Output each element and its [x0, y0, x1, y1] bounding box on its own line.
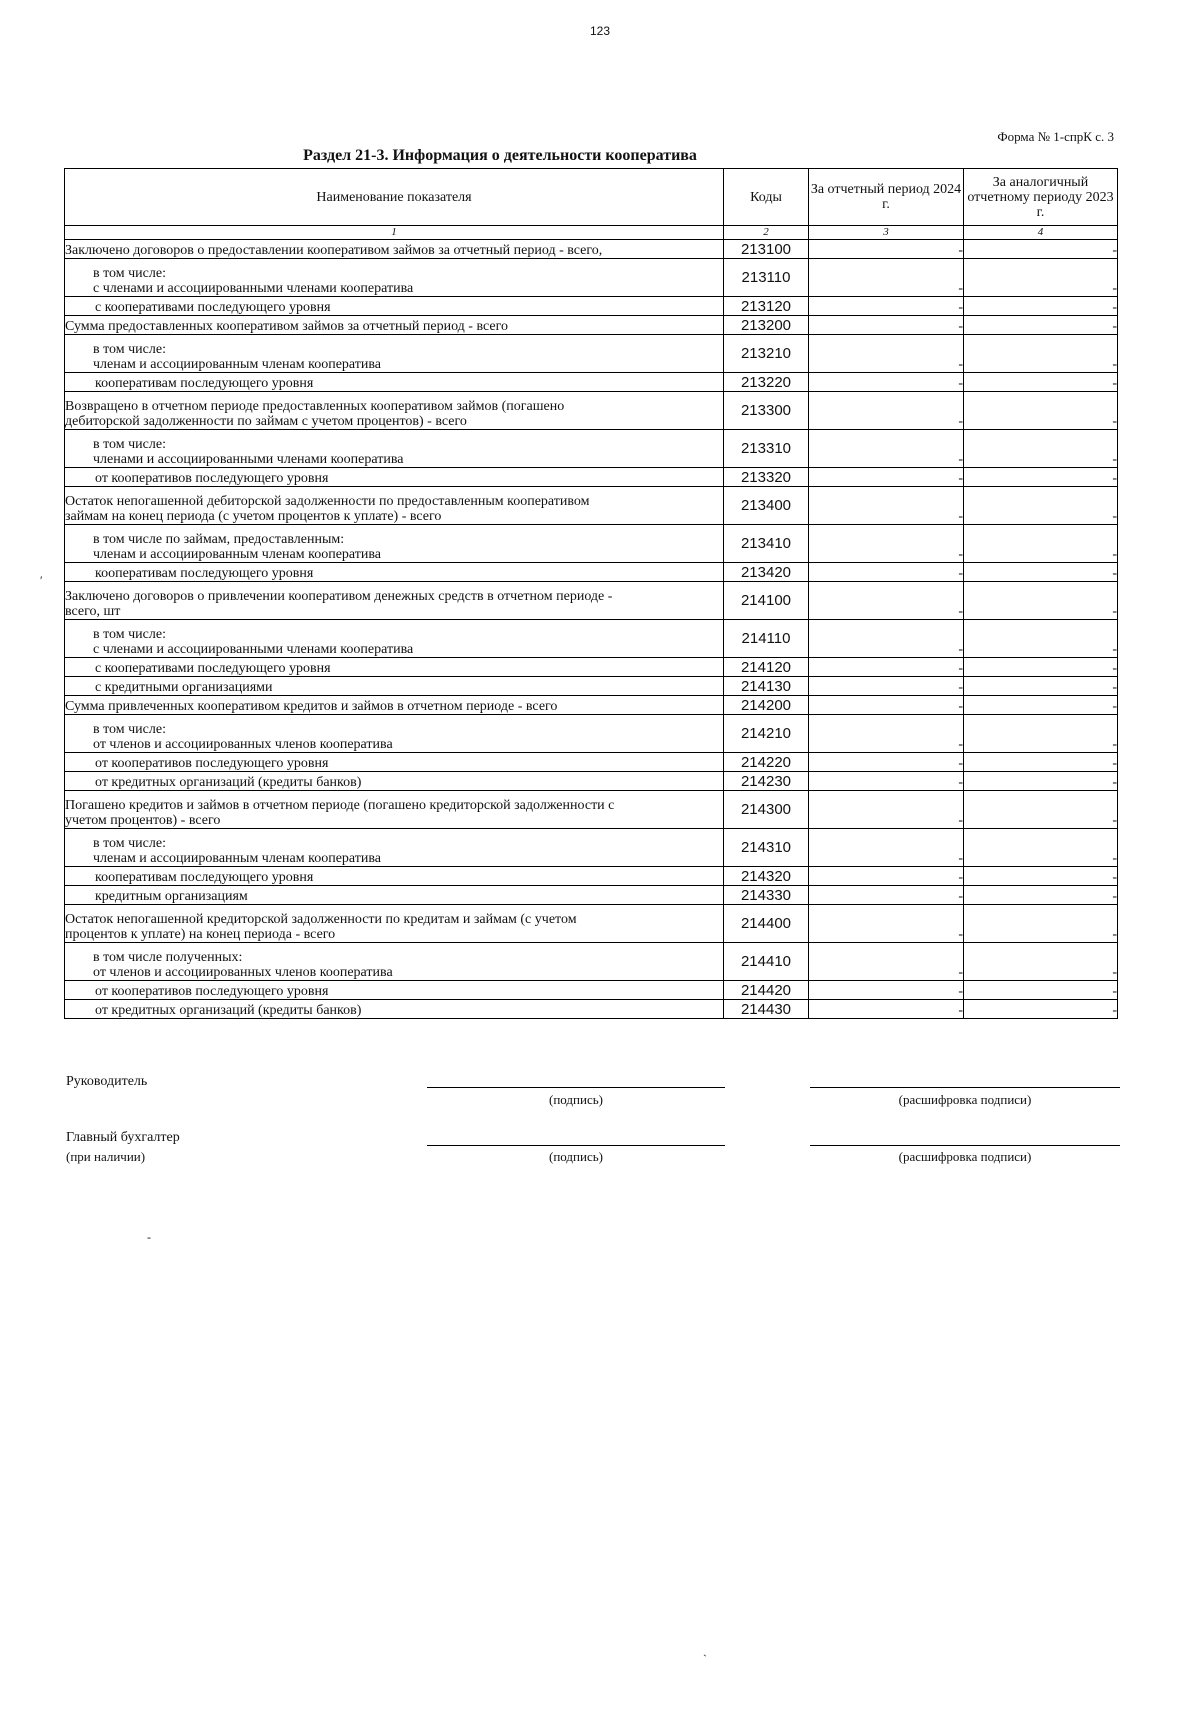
indicator-code: 213120: [724, 297, 809, 316]
indicator-code: 213200: [724, 316, 809, 335]
previous-period-value: -: [964, 240, 1118, 259]
report-table: [64, 168, 1118, 1019]
accountant-note: (при наличии): [66, 1149, 146, 1164]
indicator-code: 214120: [724, 658, 809, 677]
current-period-value: -: [809, 981, 964, 1000]
table-row: [65, 772, 1118, 791]
previous-period-value: -: [964, 335, 1118, 373]
previous-period-value: -: [964, 316, 1118, 335]
table-row: [65, 259, 1118, 297]
indicator-code: 214310: [724, 829, 809, 867]
indicator-name: с кооперативами последующего уровня: [65, 297, 724, 316]
indicator-name: [65, 392, 724, 430]
previous-period-value: -: [964, 715, 1118, 753]
indicator-code: 214320: [724, 867, 809, 886]
indicator-code: 214300: [724, 791, 809, 829]
indicator-code: 213400: [724, 487, 809, 525]
current-period-value: -: [809, 715, 964, 753]
previous-period-value: -: [964, 620, 1118, 658]
header-name: Наименование показателя: [65, 169, 724, 226]
indicator-name-line: Остаток непогашенной дебиторской задолженности по предоставленным кооперативом: [65, 494, 590, 509]
indicator-name: [65, 487, 724, 525]
indicator-name-line: Возвращено в отчетном периоде предоставленных кооперативом займов (погашено: [65, 399, 565, 414]
previous-period-value: -: [964, 905, 1118, 943]
current-period-value: -: [809, 373, 964, 392]
table-row: [65, 487, 1118, 525]
indicator-name: [65, 335, 724, 373]
table-row: [65, 335, 1118, 373]
current-period-value: -: [809, 392, 964, 430]
indicator-name: Сумма привлеченных кооперативом кредитов и займов в отчетном периоде - всего: [65, 696, 724, 715]
indicator-code: 213420: [724, 563, 809, 582]
table-row: [65, 468, 1118, 487]
indicator-code: 214410: [724, 943, 809, 981]
indicator-code: 214210: [724, 715, 809, 753]
scan-mark: ′: [40, 573, 43, 587]
table-row: [65, 981, 1118, 1000]
current-period-value: -: [809, 620, 964, 658]
indicator-name-line: в том числе:: [93, 627, 166, 642]
previous-period-value: -: [964, 981, 1118, 1000]
indicator-code: 213300: [724, 392, 809, 430]
current-period-value: -: [809, 905, 964, 943]
previous-period-value: -: [964, 1000, 1118, 1019]
previous-period-value: -: [964, 487, 1118, 525]
indicator-name: [65, 620, 724, 658]
indicator-name-line: всего, шт: [65, 604, 121, 619]
table-row: [65, 373, 1118, 392]
indicator-name: [65, 829, 724, 867]
current-period-value: -: [809, 487, 964, 525]
accountant-signature-line: [427, 1145, 725, 1146]
indicator-name-line: процентов к уплате) на конец периода - всего: [65, 927, 336, 942]
indicator-name: кредитным организациям: [65, 886, 724, 905]
column-number-row: [65, 226, 1118, 240]
indicator-name-line: членам и ассоциированным членам кооператива: [93, 357, 382, 372]
previous-period-value: -: [964, 791, 1118, 829]
indicator-name-line: с членами и ассоциированными членами кооператива: [93, 642, 414, 657]
indicator-name: с кооперативами последующего уровня: [65, 658, 724, 677]
previous-period-value: -: [964, 525, 1118, 563]
indicator-code: 213310: [724, 430, 809, 468]
current-period-value: -: [809, 316, 964, 335]
previous-period-value: -: [964, 468, 1118, 487]
current-period-value: -: [809, 1000, 964, 1019]
head-signature-line: [427, 1087, 725, 1088]
indicator-code: 213220: [724, 373, 809, 392]
indicator-code: 213320: [724, 468, 809, 487]
indicator-name-line: Погашено кредитов и займов в отчетном периоде (погашено кредиторской задолженности с: [65, 798, 615, 813]
header-current-period: За отчетный период 2024 г.: [809, 169, 964, 226]
previous-period-value: -: [964, 658, 1118, 677]
indicator-name-line: членам и ассоциированным членам кооператива: [93, 547, 382, 562]
indicator-code: 214130: [724, 677, 809, 696]
indicator-name-line: с членами и ассоциированными членами кооператива: [93, 281, 414, 296]
table-row: [65, 677, 1118, 696]
table-row: [65, 905, 1118, 943]
previous-period-value: -: [964, 373, 1118, 392]
accountant-decoding-caption: (расшифровка подписи): [898, 1149, 1032, 1164]
indicator-name: [65, 525, 724, 563]
header-previous-period: За аналогичный отчетному периоду 2023 г.: [964, 169, 1118, 226]
indicator-code: 213210: [724, 335, 809, 373]
indicator-name-line: займам на конец периода (с учетом процентов к уплате) - всего: [65, 509, 442, 524]
indicator-code: 214420: [724, 981, 809, 1000]
table-row: [65, 715, 1118, 753]
indicator-name: [65, 905, 724, 943]
indicator-code: 214220: [724, 753, 809, 772]
current-period-value: -: [809, 297, 964, 316]
table-row: [65, 620, 1118, 658]
accountant-decoding-line: [810, 1145, 1120, 1146]
indicator-name: [65, 943, 724, 981]
indicator-name: с кредитными организациями: [65, 677, 724, 696]
current-period-value: -: [809, 753, 964, 772]
table-row: [65, 886, 1118, 905]
previous-period-value: -: [964, 563, 1118, 582]
indicator-name: Сумма предоставленных кооперативом займов за отчетный период - всего: [65, 316, 724, 335]
indicator-name: кооперативам последующего уровня: [65, 373, 724, 392]
previous-period-value: -: [964, 867, 1118, 886]
indicator-code: 214230: [724, 772, 809, 791]
indicator-name-line: учетом процентов) - всего: [65, 813, 221, 828]
indicator-name: от кредитных организаций (кредиты банков): [65, 772, 724, 791]
current-period-value: -: [809, 886, 964, 905]
section-title: Раздел 21-3. Информация о деятельности кооператива: [303, 147, 697, 164]
current-period-value: -: [809, 430, 964, 468]
current-period-value: -: [809, 791, 964, 829]
indicator-name-line: от членов и ассоциированных членов кооператива: [93, 737, 393, 752]
table-row: [65, 658, 1118, 677]
indicator-name-line: членами и ассоциированными членами кооператива: [93, 452, 404, 467]
current-period-value: -: [809, 525, 964, 563]
indicator-name-line: Заключено договоров о привлечении кооперативом денежных средств в отчетном периоде -: [65, 589, 613, 604]
current-period-value: -: [809, 563, 964, 582]
accountant-signature-caption: (подпись): [549, 1149, 603, 1164]
previous-period-value: -: [964, 943, 1118, 981]
indicator-name-line: в том числе:: [93, 722, 166, 737]
table-row: [65, 297, 1118, 316]
indicator-name: от кредитных организаций (кредиты банков): [65, 1000, 724, 1019]
previous-period-value: -: [964, 772, 1118, 791]
current-period-value: -: [809, 259, 964, 297]
indicator-name: кооперативам последующего уровня: [65, 563, 724, 582]
indicator-name-line: в том числе:: [93, 342, 166, 357]
indicator-code: 213100: [724, 240, 809, 259]
table-row: [65, 240, 1118, 259]
indicator-name: [65, 791, 724, 829]
table-row: [65, 696, 1118, 715]
header-code: Коды: [724, 169, 809, 226]
current-period-value: -: [809, 335, 964, 373]
header-row: [65, 169, 1118, 226]
previous-period-value: -: [964, 886, 1118, 905]
column-number: 1: [65, 226, 724, 240]
scan-mark: -: [147, 1230, 151, 1244]
table-row: [65, 525, 1118, 563]
head-decoding-caption: (расшифровка подписи): [898, 1092, 1032, 1107]
indicator-name-line: в том числе по займам, предоставленным:: [93, 532, 345, 547]
indicator-name: [65, 582, 724, 620]
previous-period-value: -: [964, 259, 1118, 297]
head-label: Руководитель: [66, 1074, 148, 1089]
current-period-value: -: [809, 658, 964, 677]
indicator-name: кооперативам последующего уровня: [65, 867, 724, 886]
table-body: [65, 240, 1118, 1019]
head-signature-caption: (подпись): [549, 1092, 603, 1107]
current-period-value: -: [809, 943, 964, 981]
current-period-value: -: [809, 772, 964, 791]
current-period-value: -: [809, 829, 964, 867]
indicator-code: 214330: [724, 886, 809, 905]
table-row: [65, 563, 1118, 582]
indicator-code: 213410: [724, 525, 809, 563]
indicator-name: от кооперативов последующего уровня: [65, 468, 724, 487]
previous-period-value: -: [964, 753, 1118, 772]
indicator-name: [65, 259, 724, 297]
indicator-name-line: в том числе:: [93, 266, 166, 281]
indicator-name-line: дебиторской задолженности по займам с учетом процентов) - всего: [65, 414, 467, 429]
indicator-name-line: членам и ассоциированным членам кооператива: [93, 851, 382, 866]
indicator-name: Заключено договоров о предоставлении кооперативом займов за отчетный период - всего,: [65, 240, 724, 259]
indicator-code: 214400: [724, 905, 809, 943]
indicator-code: 214200: [724, 696, 809, 715]
table-row: [65, 829, 1118, 867]
table-row: [65, 791, 1118, 829]
indicator-name-line: в том числе:: [93, 836, 166, 851]
indicator-code: 214110: [724, 620, 809, 658]
current-period-value: -: [809, 468, 964, 487]
column-number: 2: [724, 226, 809, 240]
previous-period-value: -: [964, 430, 1118, 468]
current-period-value: -: [809, 240, 964, 259]
table-row: [65, 392, 1118, 430]
table-row: [65, 753, 1118, 772]
indicator-name: [65, 715, 724, 753]
indicator-code: 214100: [724, 582, 809, 620]
previous-period-value: -: [964, 829, 1118, 867]
current-period-value: -: [809, 696, 964, 715]
scan-mark: ˋ: [703, 1652, 707, 1666]
previous-period-value: -: [964, 392, 1118, 430]
indicator-name: от кооперативов последующего уровня: [65, 753, 724, 772]
table-row: [65, 582, 1118, 620]
indicator-name-line: Остаток непогашенной кредиторской задолженности по кредитам и займам (с учетом: [65, 912, 577, 927]
current-period-value: -: [809, 582, 964, 620]
indicator-name-line: в том числе полученных:: [93, 950, 243, 965]
accountant-label: Главный бухгалтер: [66, 1130, 180, 1145]
table-row: [65, 943, 1118, 981]
table-row: [65, 867, 1118, 886]
current-period-value: -: [809, 677, 964, 696]
head-decoding-line: [810, 1087, 1120, 1088]
previous-period-value: -: [964, 677, 1118, 696]
table-row: [65, 316, 1118, 335]
form-id: Форма № 1-спрК с. 3: [997, 129, 1114, 144]
indicator-name: от кооперативов последующего уровня: [65, 981, 724, 1000]
column-number: 4: [964, 226, 1118, 240]
current-period-value: -: [809, 867, 964, 886]
previous-period-value: -: [964, 297, 1118, 316]
previous-period-value: -: [964, 696, 1118, 715]
page-number: 123: [589, 24, 611, 38]
previous-period-value: -: [964, 582, 1118, 620]
indicator-name-line: в том числе:: [93, 437, 166, 452]
indicator-code: 213110: [724, 259, 809, 297]
indicator-name: [65, 430, 724, 468]
indicator-name-line: от членов и ассоциированных членов кооператива: [93, 965, 393, 980]
indicator-code: 214430: [724, 1000, 809, 1019]
table-row: [65, 1000, 1118, 1019]
table-row: [65, 430, 1118, 468]
column-number: 3: [809, 226, 964, 240]
